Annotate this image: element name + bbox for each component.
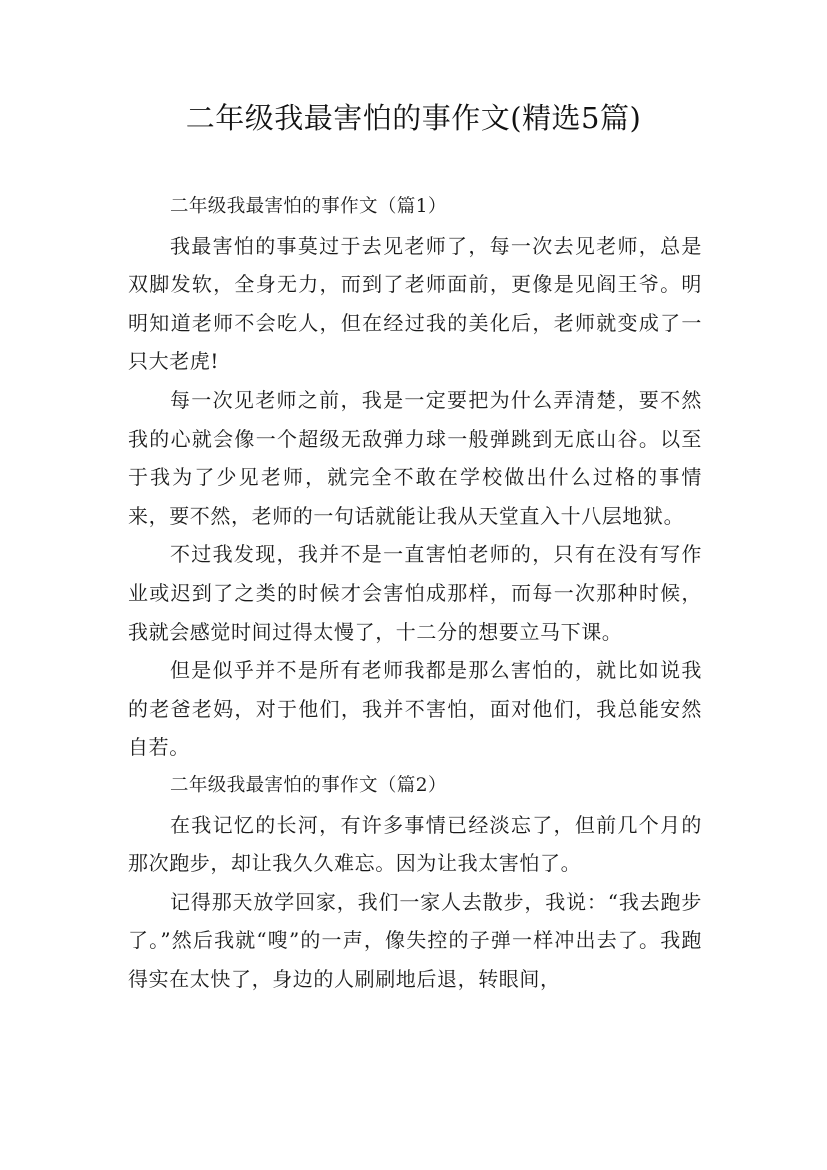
paragraph: 在我记忆的长河，有许多事情已经淡忘了，但前几个月的那次跑步，却让我久久难忘。因为让我太害怕了。: [128, 812, 702, 876]
paragraph: 每一次见老师之前，我是一定要把为什么弄清楚，要不然我的心就会像一个超级无敌弹力球一般弹跳到无底山谷。以至于我为了少见老师，就完全不敢在学校做出什么过格的事情来，要不然，老师的一句话就能让我从天堂直入十八层地狱。: [128, 387, 702, 528]
paragraph: 我最害怕的事莫过于去见老师了，每一次去见老师，总是双脚发软，全身无力，而到了老师面前，更像是见阎王爷。明明知道老师不会吃人，但在经过我的美化后，老师就变成了一只大老虎!: [128, 233, 702, 374]
document-title: 二年级我最害怕的事作文(精选5篇): [185, 101, 642, 135]
section-heading: 二年级我最害怕的事作文（篇1）: [170, 196, 447, 217]
document-body: [128, 188, 702, 998]
paragraph: 不过我发现，我并不是一直害怕老师的，只有在没有写作业或迟到了之类的时候才会害怕成那样，而每一次那种时候，我就会感觉时间过得太慢了，十二分的想要立马下课。: [128, 542, 702, 644]
section-heading: 二年级我最害怕的事作文（篇2）: [170, 774, 447, 796]
paragraph: 记得那天放学回家，我们一家人去散步，我说：“我去跑步了。”然后我就“嗖”的一声，像失控的子弹一样冲出去了。我跑得实在太快了，身边的人刷刷地后退，转眼间，: [128, 889, 702, 991]
paragraph: 但是似乎并不是所有老师我都是那么害怕的，就比如说我的老爸老妈，对于他们，我并不害怕，面对他们，我总能安然自若。: [128, 658, 702, 760]
